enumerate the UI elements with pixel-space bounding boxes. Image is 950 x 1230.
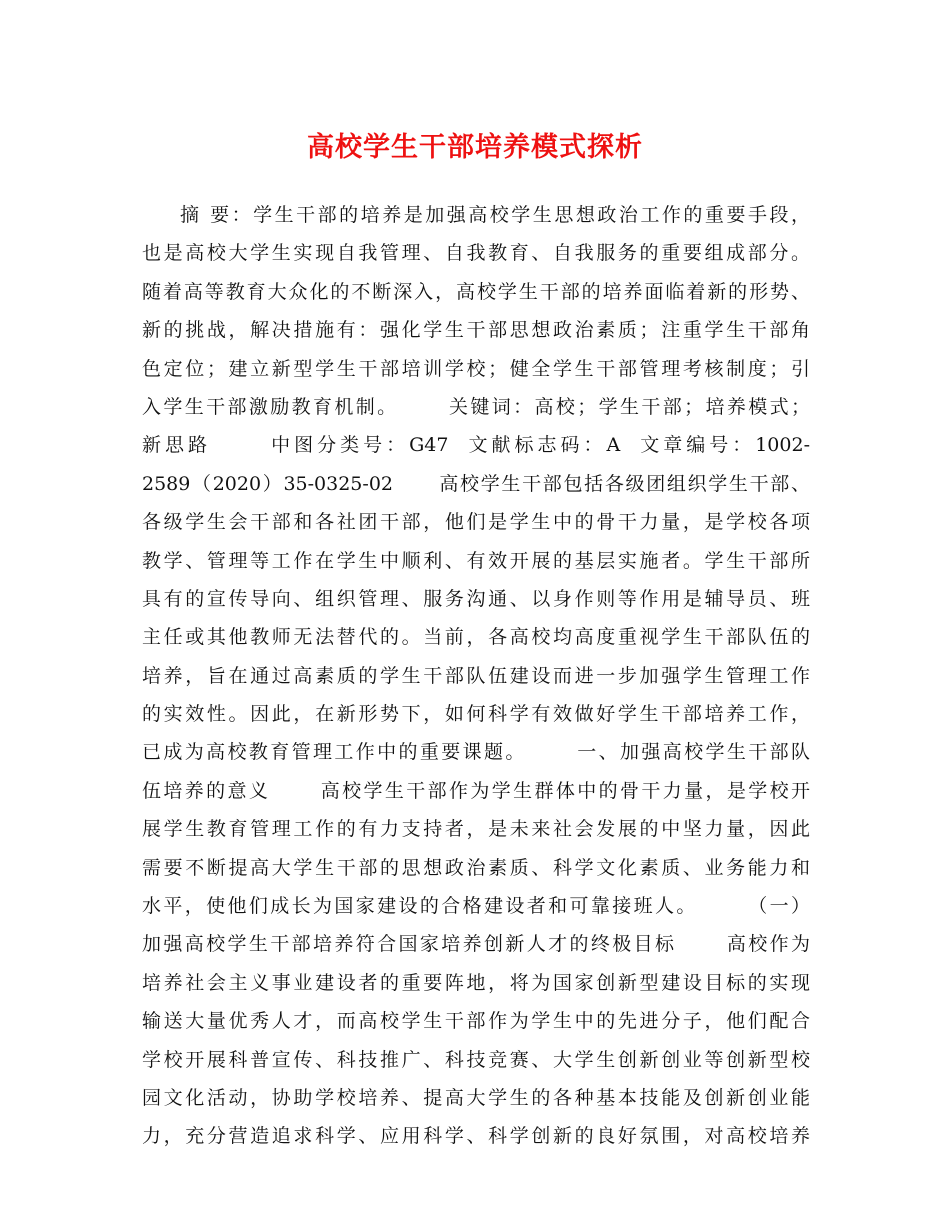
body-line: 的实效性。因此，在新形势下，如何科学有效做好学生干部培养工作，	[142, 703, 810, 726]
document-body	[142, 196, 810, 1156]
body-line: 加强高校学生干部培养符合国家培养创新人才的终极目标 高校作为	[142, 933, 810, 956]
body-line: 水平，使他们成长为国家建设的合格建设者和可靠接班人。 （一）	[142, 895, 810, 918]
body-line: 伍培养的意义 高校学生干部作为学生群体中的骨干力量，是学校开	[142, 779, 810, 802]
body-line: 主任或其他教师无法替代的。当前，各高校均高度重视学生干部队伍的	[142, 626, 810, 649]
body-line: 力，充分营造追求科学、应用科学、科学创新的良好氛围，对高校培养	[142, 1125, 810, 1148]
body-line: 已成为高校教育管理工作中的重要课题。 一、加强高校学生干部队	[142, 741, 810, 764]
body-line: 色定位；建立新型学生干部培训学校；健全学生干部管理考核制度；引	[142, 357, 810, 380]
body-line: 培养社会主义事业建设者的重要阵地，将为国家创新型建设目标的实现	[142, 971, 810, 994]
body-line: 具有的宣传导向、组织管理、服务沟通、以身作则等作用是辅导员、班	[142, 587, 810, 610]
body-line: 随着高等教育大众化的不断深入，高校学生干部的培养面临着新的形势、	[142, 280, 810, 303]
body-line: 教学、管理等工作在学生中顺利、有效开展的基层实施者。学生干部所	[142, 549, 810, 572]
body-line: 展学生教育管理工作的有力支持者，是未来社会发展的中坚力量，因此	[142, 818, 810, 841]
body-line: 培养，旨在通过高素质的学生干部队伍建设而进一步加强学生管理工作	[142, 664, 810, 687]
body-line: 园文化活动，协助学校培养、提高大学生的各种基本技能及创新创业能	[142, 1086, 810, 1109]
body-line: 需要不断提高大学生干部的思想政治素质、科学文化素质、业务能力和	[142, 856, 810, 879]
body-line: 新思路 中图分类号：G47 文献标志码：A 文章编号：1002-	[142, 434, 810, 457]
body-line: 输送大量优秀人才，而高校学生干部作为学生中的先进分子，他们配合	[142, 1010, 810, 1033]
body-line: 也是高校大学生实现自我管理、自我教育、自我服务的重要组成部分。	[142, 242, 810, 265]
body-line: 摘 要：学生干部的培养是加强高校学生思想政治工作的重要手段，	[180, 204, 810, 226]
body-line: 入学生干部激励教育机制。 关键词：高校；学生干部；培养模式；	[142, 395, 810, 418]
body-line: 各级学生会干部和各社团干部，他们是学生中的骨干力量，是学校各项	[142, 511, 810, 534]
body-line: 学校开展科普宣传、科技推广、科技竞赛、大学生创新创业等创新型校	[142, 1048, 810, 1071]
body-line: 新的挑战，解决措施有：强化学生干部思想政治素质；注重学生干部角	[142, 319, 810, 342]
document-title: 高校学生干部培养模式探析	[307, 132, 643, 163]
body-line: 2589（2020）35-0325-02 高校学生干部包括各级团组织学生干部、	[142, 472, 810, 495]
